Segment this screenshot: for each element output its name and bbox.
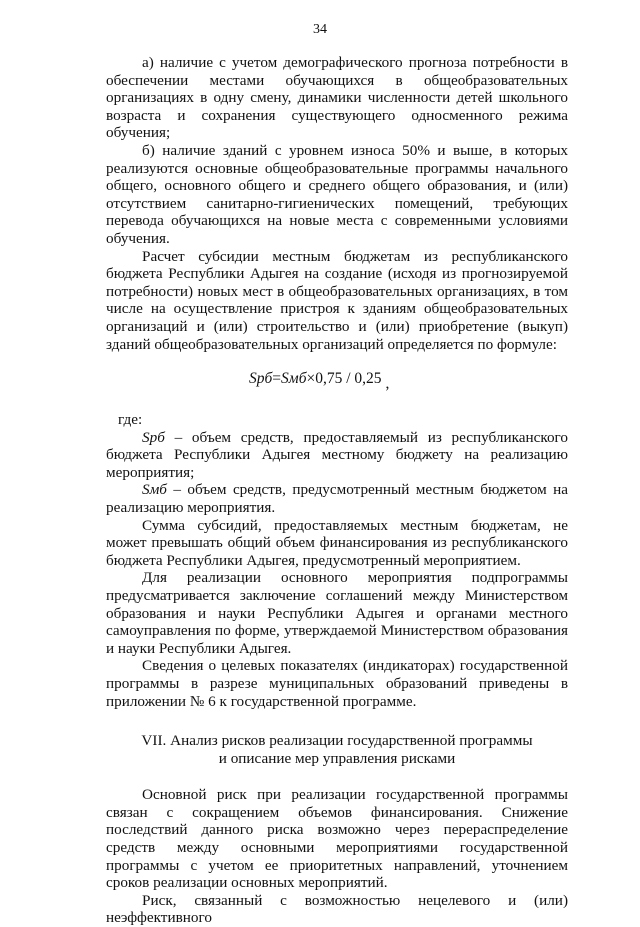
definition-symbol: Sмб xyxy=(142,481,167,499)
paragraph-subsidy-calculation: Расчет субсидии местным бюджетам из республиканского бюджета Республики Адыгея на создание (исходя из прогнозируемой потребности) новых мест в общеобразовательных организациях, в том числе на осуществление пристроя к зданиям общеобразовательных организаций и (или) строительство и (или) приобретение (выкуп) зданий общеобразовательных организаций определяется по формуле: xyxy=(106,247,568,353)
formula-equals: = xyxy=(272,370,282,388)
heading-spacer xyxy=(106,768,568,786)
definition-text: – объем средств, предусмотренный местным бюджетом на реализацию мероприятия. xyxy=(106,481,568,517)
section-heading xyxy=(106,732,568,768)
definition-smb xyxy=(106,481,568,516)
paragraph-item-a: а) наличие с учетом демографического прогноза потребности в обеспечении местами обучающихся в общеобразовательных организациях в одну смену, динамики численности детей школьного возраста и сохранения существующего односменного режима обучения; xyxy=(106,54,568,142)
paragraph-subsidy-limit: Сумма субсидий, предоставляемых местным бюджетам, не может превышать общий объем финансирования из республиканского бюджета Республики Адыгея, предусмотренный мероприятием. xyxy=(106,516,568,569)
formula-trailing-comma: , xyxy=(385,375,390,393)
definition-symbol: Sрб xyxy=(142,428,165,446)
formula-rhs-symbol: Sмб xyxy=(281,370,307,388)
paragraph-item-b: б) наличие зданий с уровнем износа 50% и выше, в которых реализуются основные общеобразовательные программы начального общего, основного общего и среднего общего образования, и (или) отсутствием санитарно-гигиенических помещений, требующих перевода обучающихся на новые места с современными условиями обучения. xyxy=(106,141,568,247)
section-heading-line2: и описание мер управления рисками xyxy=(218,750,456,768)
formula-rhs-rest: ×0,75 / 0,25 xyxy=(306,370,382,388)
paragraph-misuse-risk: Риск, связанный с возможностью нецелевого и (или) неэффективного xyxy=(106,891,568,927)
formula xyxy=(106,369,568,394)
definition-srb xyxy=(106,429,568,482)
document-body xyxy=(106,54,568,927)
section-heading-line1: VII. Анализ рисков реализации государственной программы xyxy=(141,732,533,750)
paragraph-agreements: Для реализации основного мероприятия подпрограммы предусматривается заключение соглашений между Министерством образования и науки Республики Адыгея и органами местного самоуправления по форме, утверждаемой Министерством образования и науки Республики Адыгея. xyxy=(106,569,568,657)
paragraph-main-risk: Основной риск при реализации государственной программы связан с сокращением объемов финансирования. Снижение последствий данного риска возможно через перераспределение средств между основными мероприятиями государственной программы с учетом ее приоритетных направлений, уточнением сроков реализации основных мероприятий. xyxy=(106,786,568,892)
formula-lhs: Sрб xyxy=(249,370,273,388)
definition-text: – объем средств, предоставляемый из республиканского бюджета Республики Адыгея местному бюджету на реализацию мероприятия; xyxy=(106,428,568,481)
paragraph-indicators: Сведения о целевых показателях (индикаторах) государственной программы в разрезе муниципальных образований приведены в приложении № 6 к государственной программе. xyxy=(106,657,568,710)
where-label: где: xyxy=(118,411,143,429)
page-number: 34 xyxy=(313,22,327,37)
